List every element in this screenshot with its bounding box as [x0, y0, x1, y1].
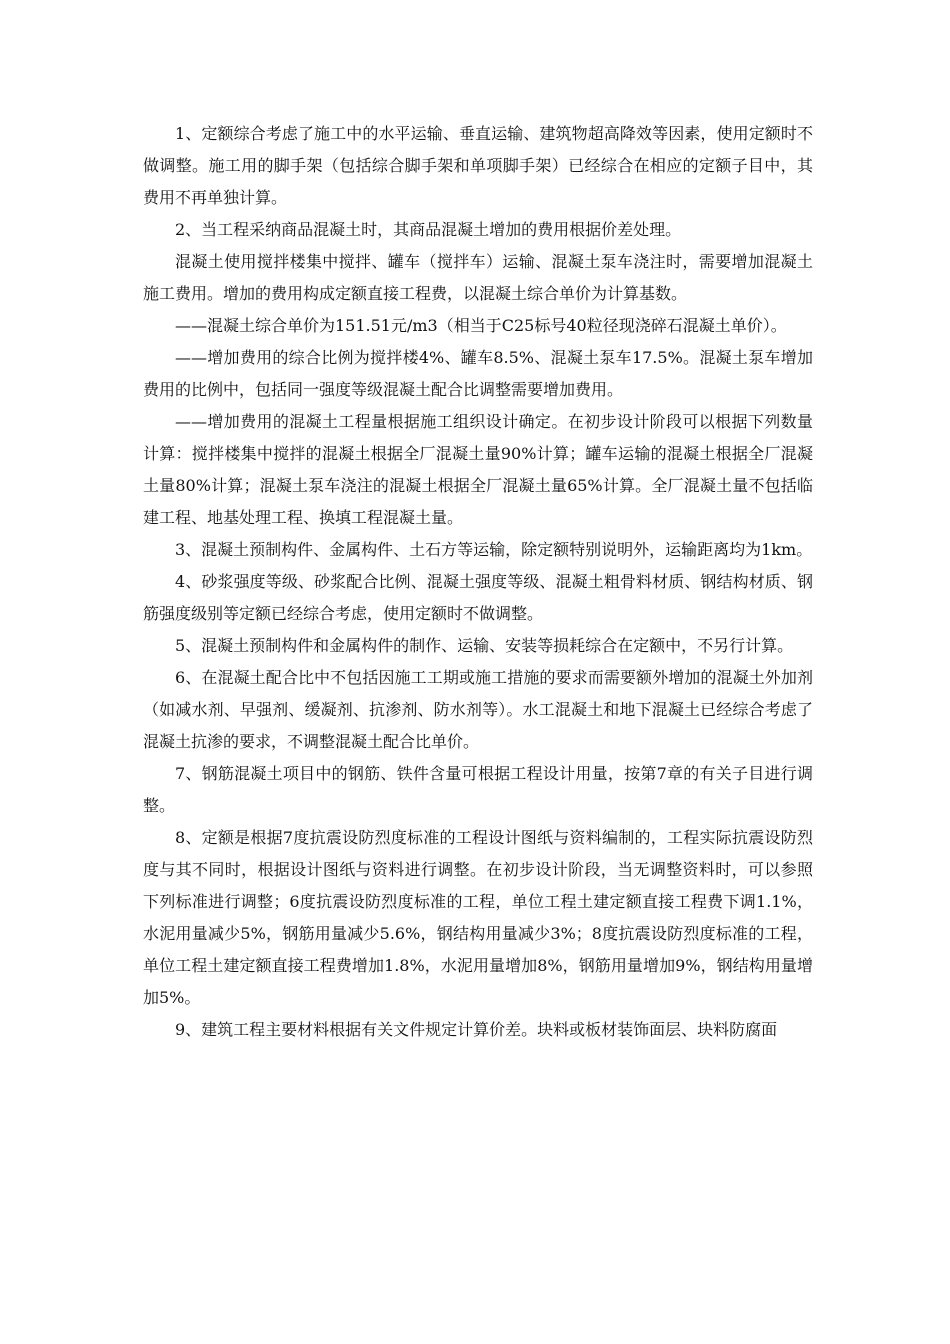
paragraph-13: 9、建筑工程主要材料根据有关文件规定计算价差。块料或板材装饰面层、块料防腐面 [175, 1020, 778, 1039]
paragraph-3: 混凝土使用搅拌楼集中搅拌、罐车（搅拌车）运输、混凝土泵车浇注时，需要增加混凝土施工费用。增加的费用构成定额直接工程费，以混凝土综合单价为计算基数。 [143, 252, 813, 303]
paragraph-12: 8、定额是根据7度抗震设防烈度标准的工程设计图纸与资料编制的，工程实际抗震设防烈度与其不同时，根据设计图纸与资料进行调整。在初步设计阶段，当无调整资料时，可以参照下列标准进行调整；6度抗震设防烈度标准的工程，单位工程土建定额直接工程费下调1.1%，水泥用量减少5%，钢筋用量减少5.6%，钢结构用量减少3%；8度抗震设防烈度标准的工程，单位工程土建定额直接工程费增加1.8%，水泥用量增加8%，钢筋用量增加9%，钢结构用量增加5%。 [143, 828, 813, 1007]
paragraph-10: 6、在混凝土配合比中不包括因施工工期或施工措施的要求而需要额外增加的混凝土外加剂（如减水剂、早强剂、缓凝剂、抗渗剂、防水剂等）。水工混凝土和地下混凝土已经综合考虑了混凝土抗渗的要求，不调整混凝土配合比单价。 [143, 668, 813, 751]
paragraph-1: 1、定额综合考虑了施工中的水平运输、垂直运输、建筑物超高降效等因素，使用定额时不做调整。施工用的脚手架（包括综合脚手架和单项脚手架）已经综合在相应的定额子目中，其费用不再单独计算。 [143, 124, 813, 207]
paragraph-11: 7、钢筋混凝土项目中的钢筋、铁件含量可根据工程设计用量，按第7章的有关子目进行调整。 [143, 764, 813, 815]
paragraph-6: ——增加费用的混凝土工程量根据施工组织设计确定。在初步设计阶段可以根据下列数量计算：搅拌楼集中搅拌的混凝土根据全厂混凝土量90%计算；罐车运输的混凝土根据全厂混凝土量80%计算；混凝土泵车浇注的混凝土根据全厂混凝土量65%计算。全厂混凝土量不包括临建工程、地基处理工程、换填工程混凝土量。 [143, 412, 813, 527]
paragraph-8: 4、砂浆强度等级、砂浆配合比例、混凝土强度等级、混凝土粗骨料材质、钢结构材质、钢筋强度级别等定额已经综合考虑，使用定额时不做调整。 [143, 572, 813, 623]
paragraph-5: ——增加费用的综合比例为搅拌楼4%、罐车8.5%、混凝土泵车17.5%。混凝土泵车增加费用的比例中，包括同一强度等级混凝土配合比调整需要增加费用。 [143, 348, 813, 399]
paragraph-7: 3、混凝土预制构件、金属构件、土石方等运输，除定额特别说明外，运输距离均为1km。 [175, 540, 813, 559]
paragraph-4: ——混凝土综合单价为151.51元/m3（相当于C25标号40粒径现浇碎石混凝土单价）。 [175, 316, 787, 335]
document-body [143, 118, 813, 1046]
paragraph-2: 2、当工程采纳商品混凝土时，其商品混凝土增加的费用根据价差处理。 [175, 220, 682, 239]
paragraph-9: 5、混凝土预制构件和金属构件的制作、运输、安装等损耗综合在定额中，不另行计算。 [175, 636, 794, 655]
